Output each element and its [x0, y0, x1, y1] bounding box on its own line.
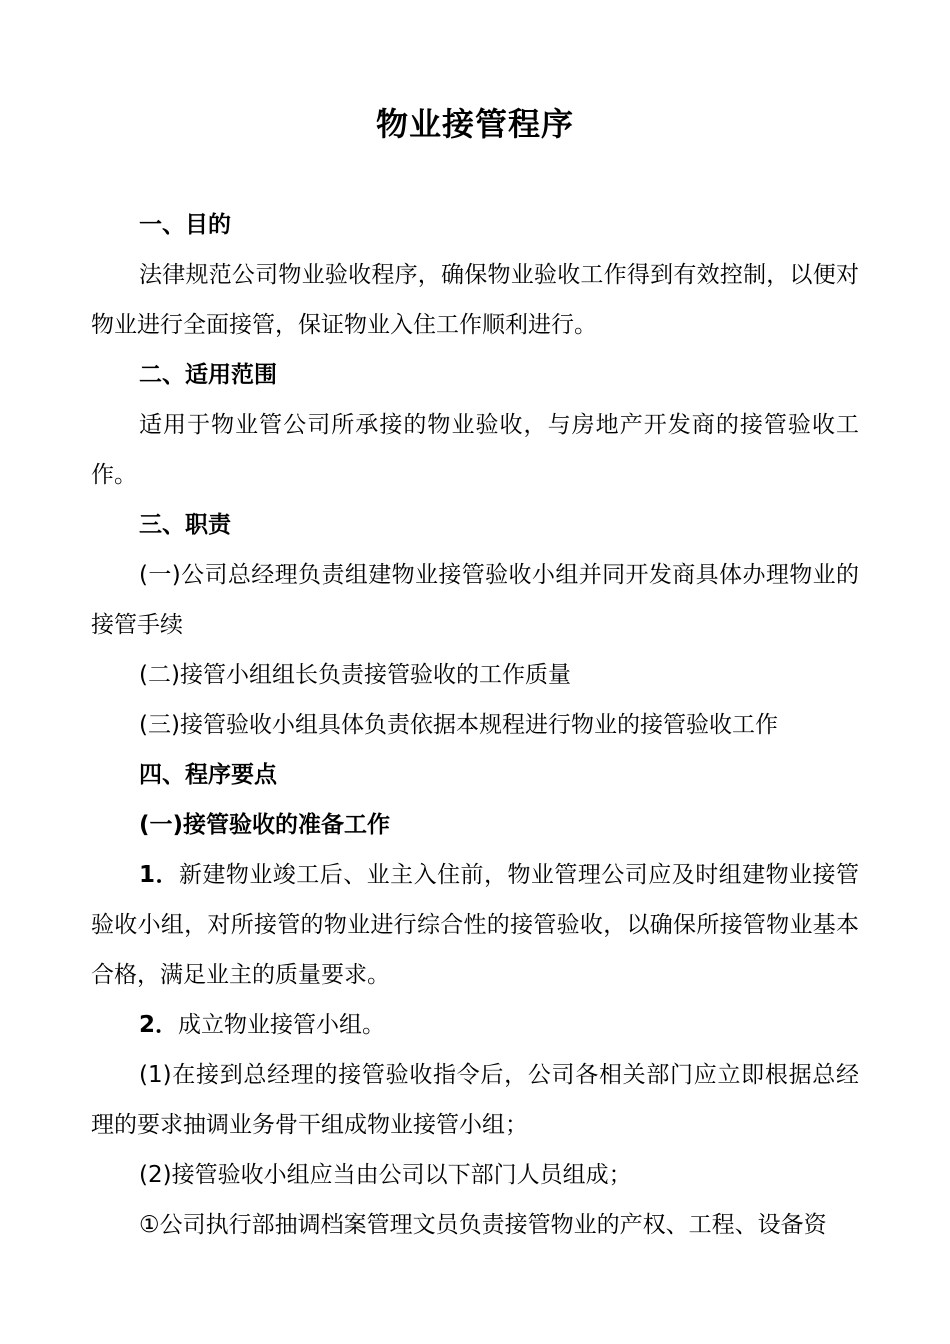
section-heading-scope: 二、适用范围 [139, 362, 277, 388]
paragraph-item-1 [91, 850, 859, 1000]
subsection-heading-preparation: (一)接管验收的准备工作 [139, 812, 391, 838]
paragraph-scope: 适用于物业管公司所承接的物业验收，与房地产开发商的接管验收工作。 [91, 412, 859, 488]
paragraph-subitem-1: (1)在接到总经理的接管验收指令后，公司各相关部门应立即根据总经理的要求抽调业务骨干组成物业接管小组； [91, 1062, 859, 1138]
paragraph-subitem-2: (2)接管验收小组应当由公司以下部门人员组成； [139, 1162, 632, 1188]
item-text: 新建物业竣工后、业主入住前，物业管理公司应及时组建物业接管验收小组，对所接管的物业进行综合性的接管验收，以确保所接管物业基本合格，满足业主的质量要求。 [91, 862, 859, 988]
section-heading-procedure: 四、程序要点 [139, 762, 277, 788]
item-number: 1． [139, 862, 179, 888]
section-heading-purpose: 一、目的 [139, 212, 231, 238]
paragraph-duty-2: (二)接管小组组长负责接管验收的工作质量 [139, 662, 571, 688]
paragraph-duty-3: (三)接管验收小组具体负责依据本规程进行物业的接管验收工作 [139, 712, 778, 738]
paragraph-purpose: 法律规范公司物业验收程序，确保物业验收工作得到有效控制，以便对物业进行全面接管，保证物业入住工作顺利进行。 [91, 262, 859, 338]
item-number: 2． [139, 1012, 179, 1038]
document-title: 物业接管程序 [375, 105, 574, 143]
paragraph-duty-1: (一)公司总经理负责组建物业接管验收小组并同开发商具体办理物业的接管手续 [91, 562, 859, 638]
section-heading-duties: 三、职责 [139, 512, 231, 538]
paragraph-item-2 [91, 1000, 859, 1050]
item-text: 成立物业接管小组。 [178, 1012, 386, 1038]
paragraph-subitem-circled-1: ①公司执行部抽调档案管理文员负责接管物业的产权、工程、设备资 [139, 1212, 827, 1238]
document-body [91, 200, 859, 1250]
